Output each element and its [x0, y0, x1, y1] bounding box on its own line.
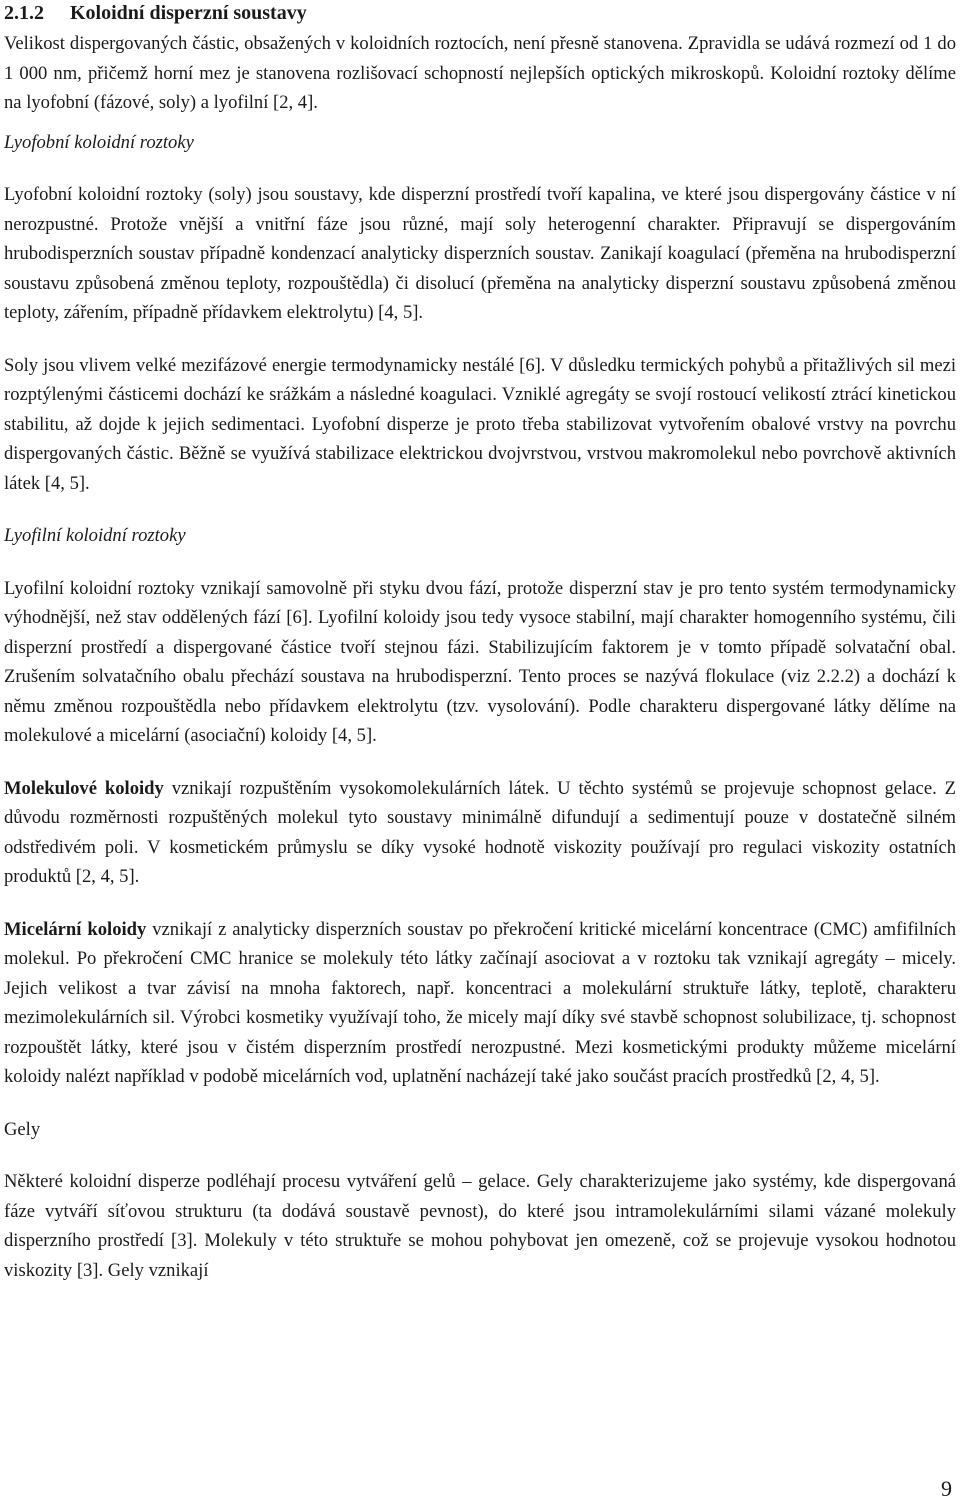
document-page — [4, 0, 956, 1285]
intro-paragraph: Velikost dispergovaných částic, obsažených v koloidních roztocích, není přesně stanovena. Zpravidla se udává rozmezí od 1 do 1 000 nm, přičemž horní mez je stanovena rozlišovací schopností nejlepších optických mikroskopů. Koloidní roztoky dělíme na lyofobní (fázové, soly) a lyofilní [2, 4]. — [4, 33, 956, 113]
micelarni-koloidy-term: Micelární koloidy — [4, 918, 147, 940]
section-title: Koloidní disperzní soustavy — [70, 2, 307, 24]
lyofobni-paragraph-2: Soly jsou vlivem velké mezifázové energie termodynamicky nestálé [6]. V důsledku termických pohybů a přitažlivých sil mezi rozptýlenými částicemi dochází ke srážkám a následné koagulaci. Vzniklé agregáty se svojí rostoucí velikostí ztrácí kinetickou stabilitu, až dojde k jejich sedimentaci. Lyofobní disperze je proto třeba stabilizovat vytvořením obalové vrstvy na povrchu dispergovaných částic. Běžně se využívá stabilizace elektrickou dvojvrstvou, vrstvou makromolekul nebo povrchově aktivních látek [4, 5]. — [4, 354, 956, 494]
molekulove-koloidy-text: vznikají rozpuštěním vysokomolekulárních látek. U těchto systémů se projevuje schopnost gelace. Z důvodu rozměrnosti rozpuštěných molekul tyto soustavy minimálně difundují a sedimentují pouze v dostatečně silném odstředivém poli. V kosmetickém průmyslu se díky vysoké hodnotě viskozity používají pro regulaci viskozity ostatních produktů [2, 4, 5]. — [4, 777, 956, 887]
page-number: 9 — [941, 1476, 952, 1501]
molekulove-koloidy-paragraph — [4, 774, 956, 892]
gely-heading: Gely — [4, 1118, 41, 1140]
section-heading — [4, 0, 956, 26]
lyofobni-paragraph-1: Lyofobní koloidní roztoky (soly) jsou soustavy, kde disperzní prostředí tvoří kapalina, ve které jsou dispergovány částice v ní nerozpustné. Protože vnější a vnitřní fáze jsou různé, mají soly heterogenní charakter. Připravují se dispergováním hrubodisperzních soustav případně kondenzací analyticky disperzních soustav. Zanikají koagulací (přeměna na hrubodisperzní soustavu způsobená změnou teploty, rozpouštědla) či disolucí (přeměna na analyticky disperzní soustavu způsobená změnou teploty, zářením, případně přídavkem elektrolytu) [4, 5]. — [4, 184, 956, 323]
lyofilni-heading: Lyofilní koloidní roztoky — [4, 525, 186, 546]
molekulove-koloidy-term: Molekulové koloidy — [4, 777, 164, 799]
section-number: 2.1.2 — [4, 2, 44, 24]
gely-paragraph-1: Některé koloidní disperze podléhají procesu vytváření gelů – gelace. Gely charakterizujeme jako systémy, kde dispergovaná fáze vytváří síťovou strukturu (ta dodává soustavě pevnost), do které jsou intramolekulárními silami vázané molekuly disperzního prostředí [3]. Molekuly v této struktuře se mohou pohybovat jen omezeně, což se projevuje vysokou hodnotou viskozity [3]. Gely vznikají — [4, 1171, 956, 1281]
micelarni-koloidy-paragraph — [4, 915, 956, 1092]
micelarni-koloidy-text: vznikají z analyticky disperzních soustav po překročení kritické micelární koncentrace (CMC) amfifilních molekul. Po překročení CMC hranice se molekuly této látky začínají asociovat a v roztoku tak vznikají agregáty – micely. Jejich velikost a tvar závisí na mnoha faktorech, např. koncentraci a molekulární struktuře látky, teplotě, charakteru mezimolekulárních sil. Výrobci kosmetiky využívají toho, že micely mají díky své stavbě schopnost solubilizace, tj. schopnost rozpouštět látky, které jsou v čistém disperzním prostředí nerozpustné. Mezi kosmetickými produkty můžeme micelární koloidy nalézt například v podobě micelárních vod, uplatnění nacházejí také jako součást pracích prostředků [2, 4, 5]. — [4, 918, 957, 1087]
lyofobni-heading: Lyofobní koloidní roztoky — [4, 131, 194, 153]
lyofilni-paragraph-1: Lyofilní koloidní roztoky vznikají samovolně při styku dvou fází, protože disperzní stav je pro tento systém termodynamicky výhodnější, než stav oddělených fází [6]. Lyofilní koloidy jsou tedy vysoce stabilní, mají charakter homogenního systému, čili disperzní prostředí a dispergované částice tvoří stejnou fázi. Stabilizujícím faktorem je v tomto případě solvatační obal. Zrušením solvatačního obalu přechází soustava na hrubodisperzní. Tento proces se nazývá flokulace (viz 2.2.2) a dochází k němu změnou rozpouštědla nebo přídavkem elektrolytu (tzv. vysolování). Podle charakteru dispergované látky dělíme na molekulové a micelární (asociační) koloidy [4, 5]. — [4, 577, 956, 746]
